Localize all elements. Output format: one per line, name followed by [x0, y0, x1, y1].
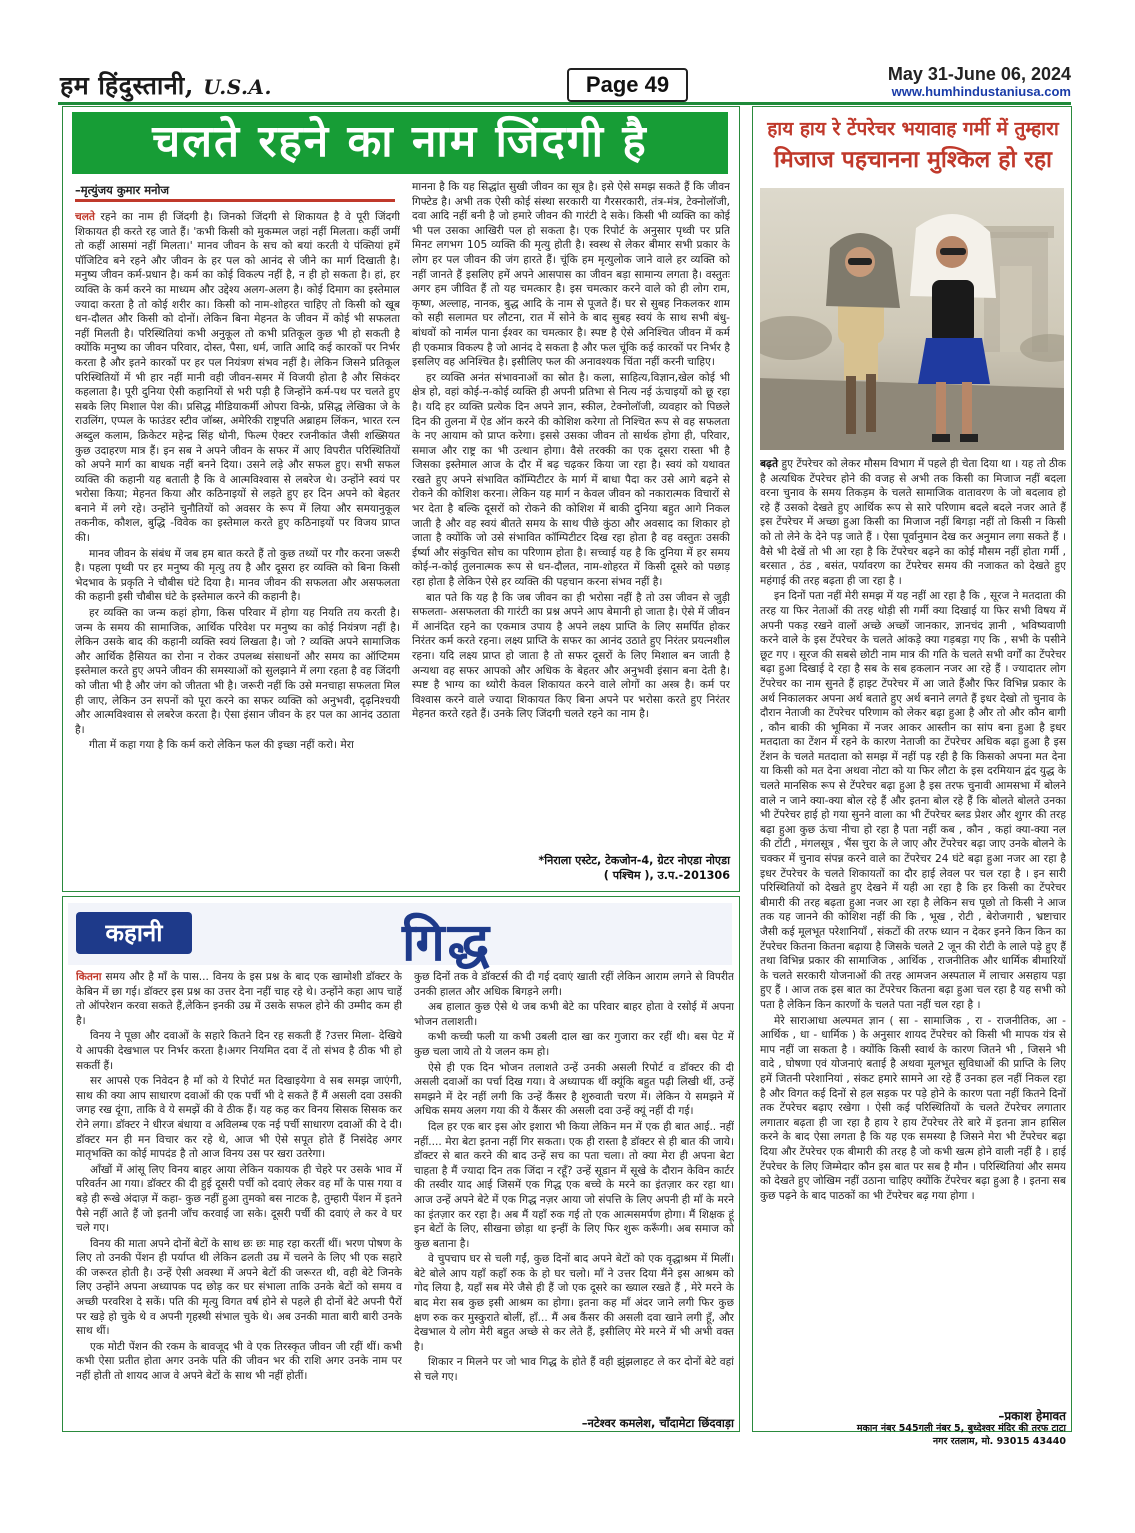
story-paragraph: शिकार न मिलने पर जो भाव गिद्ध के होते हैं वही झुंझलाहट ले कर दोनों बेटे वहां से चले गए।: [414, 1356, 734, 1384]
main-column-1: [75, 210, 400, 880]
story-paragraph: सर आपसे एक निवेदन है माँ को ये रिपोर्ट मत दिखाइयेगा वे सब समझ जाएंगी, साथ की क्या आप साधारण दवाओं की एक पर्ची भी दे सकते हैं मैं असली दवा उसकी जगह रख दूंगा, ताकि वे ये समझें की वे ठीक हैं। यह कह कर विनय सिसक सिसक कर रोने लगा। डॉक्टर ने धीरज बंधाया व अविलम्ब एक नई पर्ची साधारण दवाओं की दे दी। डॉक्टर मन ही मन विचार कर रहे थे, आज भी ऐसे सपूत होते हैं निसंदेह अगर मातृभक्ति का कोई मापदंड है तो आज विनय उस पर खरा उतरेगा।: [76, 1075, 402, 1161]
masthead-divider: [58, 102, 1071, 105]
side-paragraph: मेरे साराआधा अल्पमत ज्ञान ( सा - सामाजिक , रा - राजनीतिक, आ - आर्थिक , धा - धार्मिक ) के अनुसार शायद टेंपरेचर को किसी भी मापक यंत्र से माप नहीं जा सकता है । क्योंकि किसी स्वार्थ के कारण जितने भी , जिसने भी वादे , घोषणा एवं योजनाएं बताई है अथवा मूलभूत सुविधाओं की प्राप्ति के लिए हमें जितनी परेशानियां , संकट हमारे सामने आ रहे हैं उनका हल नहीं निकल रहा है और विगत कई दिनों से हल सड़क पर पड़े होने के कारण पता नहीं कितने दिनों तक टेंपरेचर बढ़ाए रखेगा । ऐसी कई परिस्थितियों के चलते टेंपरेचर लगातार लगातार बढ़ता ही जा रहा है हाय रे हाय टेंपरेचर तेरे बारे में इतना ज्ञान हासिल करने के बाद ऐसा लगता है कि यह एक समस्या है जिसने मेरा भी टेंपरेचर बढ़ा दिया और टेंपरेचर एक बीमारी की तरह है जो कभी खत्म होने वाली नहीं है । हाई टेंपरेचर के लिए जिम्मेदार कौन इस बात पर सब है मौन । परिस्थितियां और समय को देखते हुए जोखिम नहीं उठाना चाहिए क्योंकि टेंपरेचर बढ़ा हुआ है । इतना सब कुछ पढ़ने के बाद पाठकों का भी टेंपरेचर बढ़ गया होगा ।: [760, 1014, 1066, 1202]
side-paragraph: [760, 457, 1066, 588]
story-author-signature: –नटेश्वर कमलेश, चाँदामेटा छिंदवाड़ा: [581, 1416, 734, 1430]
author-address: [412, 853, 730, 883]
story-paragraph: ऐसे ही एक दिन भोजन तलाशते उन्हें उनकी असली रिपोर्ट व डॉक्टर की दी असली दवाओं का पर्चा दिख गया। वे अध्यापक थीं क्यूंकि बहुत पढ़ी लिखी थीं, उन्हें समझने में देर नहीं लगी कि उन्हें कैंसर है शुरुवाती चरण में। लेकिन ये समझने में अधिक समय अलग गया की ये कैंसर की असली दवा उन्हें क्यूं नहीं दी गई।: [414, 1061, 734, 1118]
side-paragraph: इन दिनों पता नहीं मेरी समझ में यह नहीं आ रहा है कि , सूरज ने मतदाता की तरह या फिर नेताओं की तरह थोड़ी सी गर्मी क्या दिखाई या फिर सभी विषय में अपनी पकड़ रखने वालों अच्छे अच्छों जानकार, ज्ञानचंद ज्ञानी , भविष्यवाणी करने वाले के इस टेंपरेचर के चलते आंकड़े क्या गड़बड़ा गए कि , सभी के पसीने छूट गए । सूरज की सबसे छोटी नाम मात्र की गति के चलते सभी वर्गों का टेंपरेचर बढ़ा हुआ दिखाई दे रहा है सब के सब हकलान नजर आ रहे हैं । ज्यादातर लोग टेंपरेचर का नाम सुनते हैं हाइट टेंपरेचर में आ जाते हैंऔर फिर विभिन्न प्रकार के अर्थ निकालकर अपना अर्थ बताते हुए अर्थ बनाने लगते हैं इधर देखो तो चुनाव के दौरान नेताजी का टेंपरेचर परिणाम को लेकर बढ़ा हुआ है और तो और कौन बागी , कौन बाकी की भूमिका में नजर आकर आस्तीन का सांप बना हुआ है इधर मतदाता का टेंशन में रहने के कारण नेताजी का टेंपरेचर अधिक बढ़ा हुआ है इस टेंशन के चलते मतदाता को समझ में नहीं पड़ रही है कि किसको अपना मत देना या किसी को मत देना अथवा नोटा को या फिर लौटा के इस दरमियान द्वंद युद्ध के चलते मानसिक रूप से टेंपरेचर बढ़ा हुआ है इस तरफ चुनावी आमसभा में बोलने वाले न जाने क्या-क्या बोल रहे हैं और इतना बोल रहे हैं कि बोलते बोलते उनका भी टेंपरेचर हाई हो गया सुनने वाला का भी टेंपरेचर ब्लड प्रेशर और शुगर की तरह बढ़ा हुआ कुछ ऊंचा नीचा हो रहा है पता नहीं कब , कौन , कहां क्या-क्या नल की टोंटी , मंगलसूत्र , भैंस चुरा के ले जाए और टेंपरेचर बढ़ा जाए उनके बोलने के चक्कर में चुनाव संपन्न करने वाले का टेंपरेचर 24 घंटे बढ़ा हुआ नजर आ रहा है इधर टेंपरेचर के चलते शिकायतों का दौर हाई लेवल पर चल रहा है । इन सारी परिस्थितियों को देखते हुए देखने में यही आ रहा है कि हर किसी का टेंपरेचर बीमारी की तरह बढ़ता हुआ नजर आ रहा है लेकिन सच पूछो तो किसी ने आज तक यह जानने की कोशिश नहीं की कि , भूख , रोटी , बेरोजगारी , भ्रष्टाचार जैसी कई मूलभूत परेशानियाँ , संकटों की तरफ ध्यान न देकर इनने किन किन का टेंपरेचर कितना कितना बढ़ाया है जिसके चलते 2 जून की रोटी के लाले पड़े हुए हैं तथा विभिन्न प्रकार की सामाजिक , आर्थिक , राजनीतिक और धार्मिक बीमारियों के चलते सरकारी योजनाओं की तरह आमजन अस्पताल में लाचार असहाय पड़ा हुए हैं । आज तक इस बात का टेंपरेचर कितना बढ़ा हुआ चल रहा है यह सभी को पता है लेकिन किन कारणों के चलते पता नहीं चल रहा है ।: [760, 590, 1066, 1011]
side-author-address: [760, 1422, 1066, 1448]
page-number: Page 49: [567, 68, 688, 102]
main-paragraph: [75, 210, 400, 546]
story-paragraph: दिल हर एक बार इस ओर इशारा भी किया लेकिन मन में एक ही बात आई.. नहीं नहीं.... मेरा बेटा इतना नहीं गिर सकता। एक ही रास्ता है डॉक्टर से ही बात की जाये। डॉक्टर से बात करने की बाद उन्हें सच का पता चला। तो क्या मेरा ही अपना बेटा चाहता है मैं ज्यादा दिन तक जिंदा न रहूँ? उन्हें सूडान में सूखे के दौरान केविन कार्टर की तस्वीर याद आई जिसमें एक गिद्ध एक बच्चे के मरने का इंतज़ार कर रहा था। आज उन्हें अपने बेटे में एक गिद्ध नज़र आया जो संपत्ति के लिए अपनी ही माँ के मरने का इंतज़ार कर रहा है। अब मैं यहाँ रुक गई तो एक आत्मसमर्पण होगा। मैं शिक्षक हूं इन बेटों के लिए, सीखना छोड़ा था इन्हीं के लिए फिर शुरू करूँगी। अब समाज को कुछ बताना है।: [414, 1120, 734, 1250]
story-category-badge: कहानी: [76, 912, 192, 954]
story-title: गिद्ध: [402, 913, 493, 973]
byline-divider: [75, 199, 395, 202]
story-paragraph: कभी कच्ची फली या कभी उबली दाल खा कर गुजारा कर रहीं थी। बस पेट में कुछ चला जाये तो ये जलन कम हो।: [414, 1031, 734, 1058]
story-paragraph: अब हालात कुछ ऐसे थे जब कभी बेटे का परिवार बाहर होता वे रसोई में अपना भोजन तलाशती।: [414, 1001, 734, 1028]
newspaper-title: [60, 68, 272, 102]
side-address-line: नगर रतलाम, मो. 93015 43440: [932, 1436, 1066, 1447]
newspaper-title-text: हम हिंदुस्तानी,: [60, 71, 194, 100]
author-address-line: ( पश्चिम ), उ.प.-201306: [603, 869, 730, 882]
main-headline: चलते रहने का नाम जिंदगी है: [72, 112, 728, 174]
main-paragraph: हर व्यक्ति अनंत संभावनाओं का स्रोत है। कला, साहित्य,विज्ञान,खेल कोई भी क्षेत्र हो, वहां कोई-न-कोई व्यक्ति ही अपनी प्रतिभा से नित्य नई ऊंचाइयों को छू रहा है। यदि हर व्यक्ति प्रत्येक दिन अपने ज्ञान, स्कील, टेक्नोलॉजी, व्यवहार को पिछले दिन की तुलना में ऐड ऑन करने की कोशिश करेगा तो निश्चित रूप से वह सफलता के नए आयाम को प्राप्त करेगा। इससे उसका जीवन तो सार्थक होगा ही, परिवार, समाज और राष्ट्र का भी उत्थान होगा। वैसे तरक्की का एक दूसरा रास्ता भी है जिसका इस्तेमाल आज के दौर में बढ़ चढ़कर किया जा रहा है। स्वयं को यथावत रखते हुए अपने संभावित कॉम्पिटीटर के मार्ग में बाधा पैदा कर उसे आगे बढ़ने से रोकने की कोशिश करना। लेकिन यह मार्ग न केवल जीवन को नकारात्मक विचारों से भर देता है बल्कि दूसरों को रोकने की कोशिश में बाकी दुनिया बहुत आगे निकल जाती है और वह स्वयं बीतते समय के साथ पीछे कुंठा और अवसाद का शिकार हो जाता है क्योंकि जो उसे संभावित कॉम्पिटीटर दिख रहा होता है वह वस्तुतः उसकी ईर्ष्या और संकुचित सोच का परिणाम होता है। सच्चाई यह है कि दुनिया में हर समय कोई-न-कोई तुलनात्मक रूप से धन-दौलत, नाम-शोहरत में किसी दूसरे को पछाड़ रहा होता है लेकिन ऐसे हर व्यक्ति की पहचान करना संभव नहीं है।: [412, 371, 730, 589]
paragraph-text: समय और है माँ के पास... विनय के इस प्रश्न के बाद एक खामोशी डॉक्टर के केबिन में छा गई। डॉक्टर इस प्रश्न का उत्तर देना नहीं चाह रहे थे। उन्होंने कहा आप चाहें तो ऑपरेशन करवा सकते हैं,लेकिन इनकी उम्र में उसके सफल होने की उम्मीद कम ही है।: [76, 971, 402, 1027]
main-column-2: [412, 180, 730, 880]
story-lead-word: कितना: [76, 971, 102, 983]
side-headline-line-2: मिजाज पहचानना मुश्किल हो रहा: [773, 147, 1052, 173]
lead-word: चलते: [75, 211, 95, 223]
side-headline-line-1: हाय हाय रे टेंपरेचर भयावाह गर्मी में तुम्हारा: [767, 118, 1059, 140]
main-paragraph: बात पते कि यह है कि जब जीवन का ही भरोसा नहीं है तो उस जीवन से जुड़ी सफलता- असफलता की गारंटी का प्रश्न अपने आप बेमानी हो जाता है। ऐसे में जीवन में आनंदित रहने का एकमात्र उपाय है अपने लक्ष्य प्राप्ति के लिए समर्पित होकर निरंतर कर्म करते रहना। लक्ष्य प्राप्ति के सफर का आनंद उठाते हुए निरंतर प्रयत्नशील रहना। यदि लक्ष्य प्राप्त हो जाता है तो सफर दूसरों के लिए मिशाल बन जाती है अन्यथा वह सफर आपको और अधिक के बेहतर और अनुभवी इंसान बना देती है। स्पष्ट है भाग्य का थ्योरी केवल शिकायत करने वाले लोगों का अस्त्र है। कर्म पर विश्वास करने वाले ज्यादा शिकायत किए बिना अपने पर भरोसा करते हुए निरंतर मेहनत करते रहते हैं। उनके लिए जिंदगी चलते रहने का नाम है।: [412, 591, 730, 721]
story-paragraph: विनय की माता अपने दोनों बेटों के साथ छः छः माह रहा करतीं थीं। भरण पोषण के लिए तो उनकी पेंशन ही पर्याप्त थी लेकिन ढलती उम्र में चलने के लिए भी एक सहारे की जरूरत होती है। उन्हें ऐसी अवस्था में अपने बेटों की जरूरत थी, वही बेटे जिनके लिए उन्होंने अपना अध्यापक पद छोड़ कर घर संभाला ताकि उनके बेटों को समय व अच्छी परवरिश दे सकें। पति की मृत्यु विगत वर्ष होने से पहले ही दोनों बेटे अपनी पैरों पर खड़े हो चुके थे व अपनी गृहस्थी संभाल चुके थे। अब उनकी माता बारी बारी उनके साथ थीं।: [76, 1237, 402, 1338]
heatwave-photo-illustration: [760, 188, 1064, 450]
main-paragraph: गीता में कहा गया है कि कर्म करो लेकिन फल की इच्छा नहीं करो। मेरा: [89, 739, 354, 752]
side-author-signature: –प्रकाश हेमावत: [998, 1409, 1066, 1423]
newspaper-title-usa: U.S.A.: [203, 75, 272, 99]
side-lead-word: बढ़ते: [760, 458, 779, 470]
issue-date: May 31-June 06, 2024: [887, 64, 1071, 84]
main-paragraph: हर व्यक्ति का जन्म कहां होगा, किस परिवार में होगा यह नियति तय करती है। जन्म के समय की सामाजिक, आर्थिक परिवेश पर मनुष्य का कोई नियंत्रण नहीं है। लेकिन उसके बाद की कहानी व्यक्ति स्वयं लिखता है। जो ? व्यक्ति अपने सामाजिक और आर्थिक हैसियत का रोना न रोकर उपलब्ध संसाधनों और समय का ऑप्टिमम इस्तेमाल करते हुए अपने जीवन की समस्याओं को सुलझाने में लगा रहता है वह जिंदगी को जीता भी है और जंग को जीतता भी है। जरूरी नहीं कि उसे मनचाहा सफलता मिल ही जाए, लेकिन उन सपनों को पूरा करने का सफर व्यक्ति को अनुभवी, दृढ़निश्चयी और आत्मविश्वास से लबरेज करता है। ऐसा इंसान जीवन के हर पल का आनंद उठाता है।: [75, 607, 400, 736]
story-paragraph: एक मोटी पेंशन की रकम के बावजूद भी वे एक तिरस्कृत जीवन जी रहीं थीं। कभी कभी ऐसा प्रतीत होता अगर उनके पति की जीवन भर की राशि अगर उनके नाम पर नहीं होती तो शायद आज वे अपने बेटों के साथ भी नहीं होतीं।: [76, 1340, 402, 1383]
story-column-2: [414, 970, 734, 1420]
story-column-1: [76, 970, 402, 1420]
story-paragraph: [76, 970, 402, 1028]
story-paragraph: वे चुपचाप घर से चली गईं, कुछ दिनों बाद अपने बेटों को एक वृद्धाश्रम में मिलीं। बेटे बोले आप यहाँ कहाँ रुक के हो घर चलो। माँ ने उत्तर दिया मैंने इस आश्रम को गोद लिया है, यहाँ सब मेरे जैसे ही हैं जो एक दूसरे का ख्याल रखते हैं , मेरे मरने के बाद मेरा सब कुछ इसी आश्रम का होगा। इतना कह माँ अंदर जाने लगी फिर कुछ क्षण रुक कर मुस्कुराते बोलीं, हाँ... मैं अब कैंसर की असली दवा खाने लगी हूँ, और देखभाल ये लोग मेरी बहुत अच्छे से कर लेते हैं, इसीलिए मेरे मरने में भी अभी वक्त है।: [414, 1253, 734, 1353]
paragraph-text: हुए टेंपरेचर को लेकर मौसम विभाग में पहले ही चेता दिया था । यह तो ठीक है अत्यधिक टेंपरेचर होने की वजह से अभी तक किसी का मिजाज नहीं बदला वरना चुनाव के समय तिकड़म के चलते सामाजिक वातावरण के जो बदलाव हो रहे हैं उसको देखते हुए आर्थिक रूप से सारे परिणाम बदले बदले नजर आते हैं इस टेंपरेचर में अच्छा हुआ किसी का मिजाज नहीं बिगड़ा नहीं तो किसी न किसी को तो लेने के देने पड़ जाते हैं । ऐसा पूर्वानुमान देख कर अनुमान लगा सकते हैं । वैसे भी देखें तो भी आ रहा है कि टेंपरेचर बढ़ने का कोई मौसम नहीं होता गर्मी , बरसात , ठंड , बसंत, पर्यावरण का टेंपरेचर समय की नजाकत को देखते हुए महंगाई की तरह बढ़ता ही जा रहा है ।: [760, 458, 1066, 587]
author-address-line: *निराला एस्टेट, टेकजोन-4, ग्रेटर नोएडा नोएडा: [538, 854, 730, 867]
story-paragraph: कुछ दिनों तक वे डॉक्टर्स की दी गई दवाएं खाती रहीं लेकिन आराम लगने से विपरीत उनकी हालत और अधिक बिगड़ने लगी।: [414, 971, 734, 998]
side-address-line: मकान नंबर 545गली नंबर 5, बुध्देश्वर मंदिर की तरफ टाटा: [856, 1423, 1066, 1434]
heatwave-photo: [760, 188, 1064, 450]
main-paragraph: मानना है कि यह सिद्धांत सुखी जीवन का सूत्र है। इसे ऐसे समझ सकते हैं कि जीवन गिफ्टेड है। अभी तक ऐसी कोई संस्था सरकारी या गैरसरकारी, तंत्र-मंत्र, टेक्नोलॉजी, दवा आदि नहीं बनी है जो हमारे जीवन की गारंटी दे सके। किसी भी व्यक्ति का कोई भी पल उसका आखिरी पल हो सकता है। एक रिपोर्ट के अनुसार पृथ्वी पर प्रति मिनट लगभग 105 व्यक्ति की मृत्यु होती है। स्वस्थ से लेकर बीमार सभी प्रकार के लोग हर पल जीवन की जंग हारते हैं। चूंकि हम मृत्युलोक जाने वाले हर व्यक्ति को नहीं जानते हैं इसलिए हमें अपने आसपास का जीवन बड़ा सामान्य लगता है। वस्तुतः अगर हम जीवित हैं तो यह चमत्कार है। इस चमत्कार करने वाले को ही लोग राम, कृष्ण, अल्लाह, नानक, बुद्ध आदि के नाम से पूजते हैं। घर से सुबह निकलकर शाम को सही सलामत घर लौटना, रात में सोने के बाद सुबह स्वयं के साथ सभी बंधु- बांधवों को नार्मल पाना ईश्वर का चमत्कार है। स्पष्ट है ऐसे अनिश्चित जीवन में कर्म ही एकमात्र विकल्प है जो आनंद दे सकता है और फल चूंकि कई कारकों पर निर्भर है इसलिए वह अनिश्चित है। इसीलिए फल की अनावश्यक चिंता नहीं करनी चाहिए।: [412, 181, 730, 369]
side-column: [760, 457, 1066, 1397]
main-paragraph: मानव जीवन के संबंध में जब हम बात करते हैं तो कुछ तथ्यों पर गौर करना जरूरी है। पहला पृथ्वी पर हर मनुष्य की मृत्यु तय है और दूसरा हर व्यक्ति को बिना किसी भेदभाव के प्रकृति ने चौबीस घंटे दिया है। मानव जीवन की सफलता और असफलता की कहानी इसी चौबीस घंटे के इस्तेमाल करने की कहानी है।: [75, 547, 400, 604]
main-byline: –मृत्युंजय कुमार मनोज: [75, 183, 170, 197]
story-paragraph: विनय ने पूछा और दवाओं के सहारे कितने दिन रह सकती हैं ?उत्तर मिला- देखिये ये आपकी देखभाल पर निर्भर करता है।अगर नियमित दवा दें तो संभव है ठीक भी हो सकतीं हैं।: [76, 1030, 402, 1072]
website-link[interactable]: www.humhindustaniusa.com: [891, 84, 1071, 99]
paragraph-text: रहने का नाम ही जिंदगी है। जिनको जिंदगी से शिकायत है वे पूरी जिंदगी शिकायत ही करते रह जाते हैं। 'कभी किसी को मुकम्मल जहां नहीं मिलता। कहीं जमीं तो कहीं आसमां नहीं मिलता।' मानव जीवन के सच को बयां करती ये पंक्तियां हमें पॉजिटिव बने रहने और जीवन के हर पल को आनंद से जीने का मार्ग दिखाती है। मनुष्य जीवन कर्म-प्रधान है। कर्म का कोई विकल्प नहीं है, न ही हो सकता है। हां, हर व्यक्ति के कर्म करने का माध्यम और उद्देश्य अलग-अलग है। कोई दिमाग का इस्तेमाल ज्यादा करता है तो कोई शरीर का। किसी को नाम-शोहरत चाहिए तो किसी को खूब धन-दौलत और किसी को दोनों। लेकिन बिना मेहनत के जीवन में कोई भी सफलता नहीं मिलती है। परिस्थितियां कभी अनुकूल तो कभी प्रतिकूल कुछ भी हो सकती है क्योंकि मनुष्य का जीवन परिवार, दोस्त, पैसा, धर्म, जाति आदि कई कारकों पर निर्भर करता है और इतने कारकों पर हर पल नियंत्रण संभव नहीं है। लेकिन जिसने प्रतिकूल परिस्थितियों में भी हार नहीं मानी वही जीवन-समर में विजयी होता है और सिकंदर कहलाता है। पूरी दुनिया ऐसी कहानियों से भरी पड़ी है जिन्होंने कर्म-पथ पर चलते हुए सबके लिए मिशाल पेश की। प्रसिद्ध मीडियाकर्मी ओपरा विन्फ्रे, प्रसिद्ध लेखिका जे के राउलिंग, एप्पल के फाउंडर स्टीव जॉब्स, अमेरिकी राष्ट्रपति अब्राहम लिंकन, भारत रत्न अब्दुल कलाम, क्रिकेटर महेन्द्र सिंह धोनी, फिल्म ऐक्टर रजनीकांत जैसी शख्सियत कुछ उदाहरण मात्र हैं। इन सब ने अपने जीवन के सफर में आए विपरीत परिस्थितियों को अपने मार्ग का बाधक नहीं बनने दिया। उसने लड़े और सफल हुए। सभी सफल व्यक्ति की कहानी यह बताती है कि वे आत्मविश्वास से लबरेज थे। उन्होंने स्वयं पर भरोसा किया; मेहनत किया और कठिनाइयों से लड़ते हुए हर दिन अपने को बेहतर बनाने में लगे रहे। उन्होंने चुनौतियों को अवसर के रूप में लिया और समयानुकूल तकनीक, कौशल, बुद्धि -विवेक का इस्तेमाल करते हुए कठिनाइयों पर विजय प्राप्त की।: [75, 211, 400, 545]
story-paragraph: आँखों में आंसू लिए विनय बाहर आया लेकिन यकायक ही चेहरे पर उसके भाव में परिवर्तन आ गया। डॉक्टर की दी हुई दूसरी पर्ची को दवाएं लेकर वह माँ के पास गया व बड़े ही रूखे अंदाज़ में कहा- कुछ नहीं हुआ तुमको बस नाटक है, तुम्हारी पेंशन में इतने पैसे नहीं आते हैं जो इतनी जाँच करवाई जा सके। दूसरी पर्ची की दवाएं ले कर वे घर चले गए।: [76, 1163, 402, 1235]
